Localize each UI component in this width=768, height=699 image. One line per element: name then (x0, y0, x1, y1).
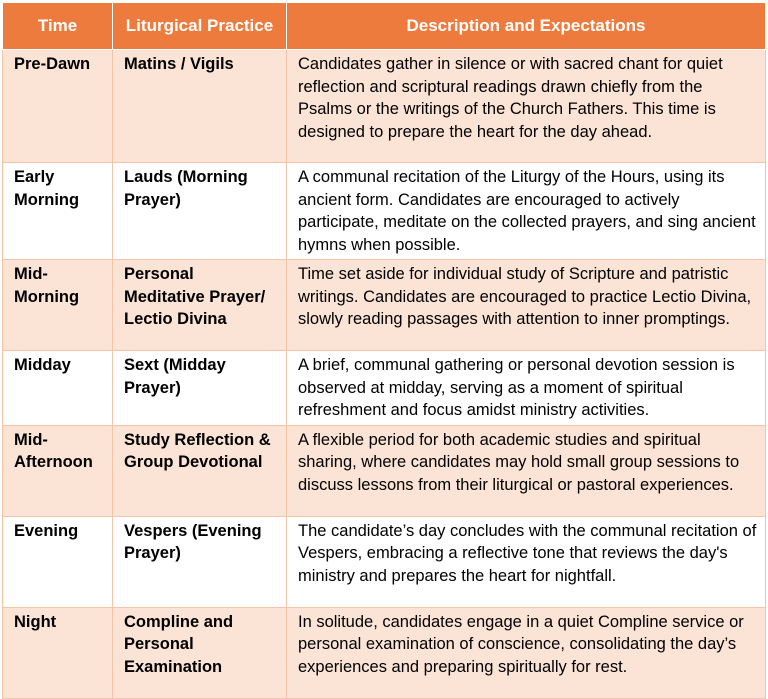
header-practice: Liturgical Practice (113, 3, 287, 50)
time-cell: Mid-Morning (3, 260, 113, 351)
description-cell: Candidates gather in silence or with sacred chant for quiet reflection and scriptural readings drawn chiefly from the Psalms or the writings of the Church Fathers. This time is designed to prepare the heart for the day ahead. (287, 50, 766, 163)
practice-cell: Compline and Personal Examination (113, 607, 287, 698)
practice-cell: Personal Meditative Prayer/ Lectio Divina (113, 260, 287, 351)
time-cell: Mid-Afternoon (3, 425, 113, 516)
description-cell: The candidate’s day concludes with the communal recitation of Vespers, embracing a reflective tone that reviews the day's ministry and prepares the heart for nightfall. (287, 516, 766, 607)
practice-cell: Lauds (Morning Prayer) (113, 163, 287, 260)
practice-cell: Study Reflection & Group Devotional (113, 425, 287, 516)
time-cell: Evening (3, 516, 113, 607)
table-row (3, 516, 766, 607)
header-row (3, 3, 766, 50)
time-cell: Pre-Dawn (3, 50, 113, 163)
time-cell: Midday (3, 351, 113, 426)
table-row (3, 607, 766, 698)
description-cell: A communal recitation of the Liturgy of the Hours, using its ancient form. Candidates are encouraged to actively participate, meditate on the collected prayers, and sing ancient hymns when possible. (287, 163, 766, 260)
time-cell: Early Morning (3, 163, 113, 260)
table-row (3, 425, 766, 516)
table-row (3, 50, 766, 163)
description-cell: A flexible period for both academic studies and spiritual sharing, where candidates may hold small group sessions to discuss lessons from their liturgical or pastoral experiences. (287, 425, 766, 516)
table-row (3, 260, 766, 351)
practice-cell: Vespers (Evening Prayer) (113, 516, 287, 607)
header-description: Description and Expectations (287, 3, 766, 50)
description-cell: A brief, communal gathering or personal devotion session is observed at midday, serving as a moment of spiritual refreshment and focus amidst ministry activities. (287, 351, 766, 426)
practice-cell: Matins / Vigils (113, 50, 287, 163)
header-time: Time (3, 3, 113, 50)
time-cell: Night (3, 607, 113, 698)
schedule-table (2, 2, 766, 699)
description-cell: Time set aside for individual study of Scripture and patristic writings. Candidates are encouraged to practice Lectio Divina, slowly reading passages with attention to inner promptings. (287, 260, 766, 351)
table-row (3, 163, 766, 260)
table-row (3, 351, 766, 426)
description-cell: In solitude, candidates engage in a quiet Compline service or personal examination of conscience, consolidating the day’s experiences and preparing spiritually for rest. (287, 607, 766, 698)
practice-cell: Sext (Midday Prayer) (113, 351, 287, 426)
